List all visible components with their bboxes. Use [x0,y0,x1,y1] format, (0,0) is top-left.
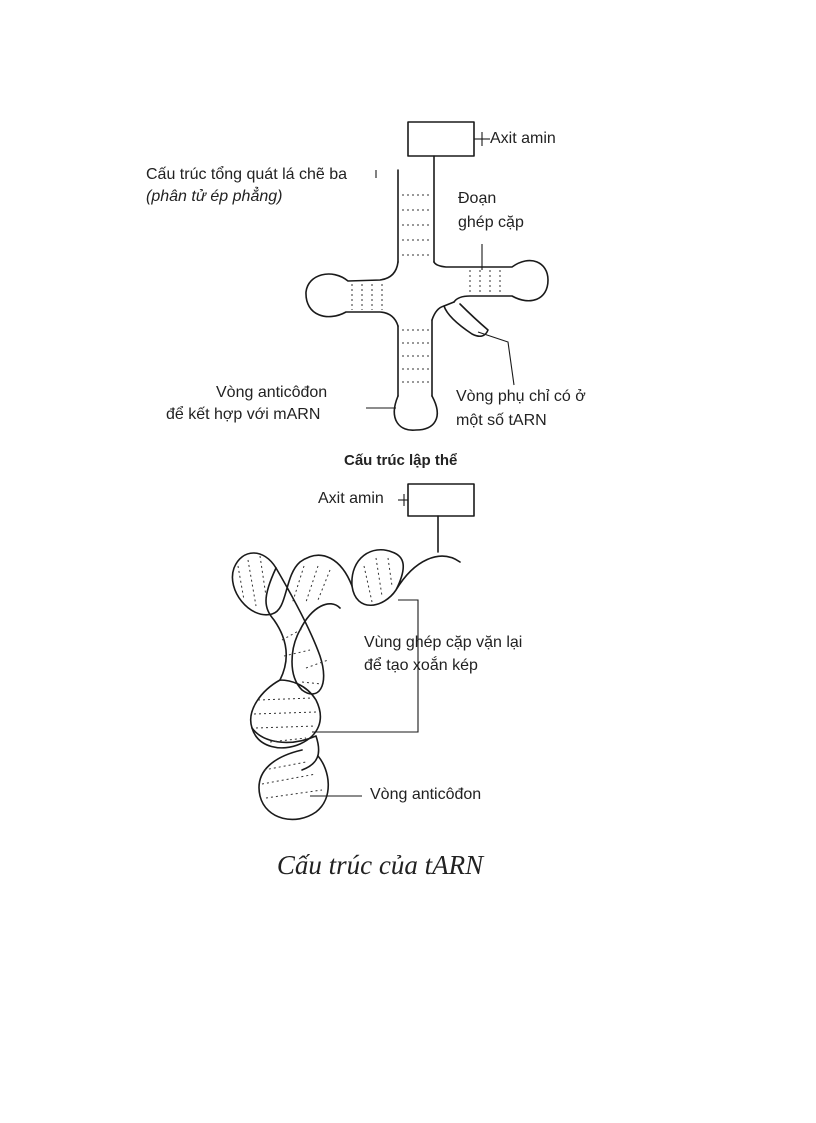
label-anticodon-loop-1: Vòng anticôđon [216,384,328,401]
label-anticodon-loop-3d: Vòng anticôđon [370,786,482,803]
label-extra-loop-2: một số tARN [456,412,547,429]
upper-left-strand-1 [232,553,352,694]
anticodon-stem-pairs [402,330,430,382]
amino-acid-box-3d [408,484,474,516]
label-amino-acid-3d: Axit amin [318,490,384,507]
label-general-structure: Cấu trúc tổng quát lá chẽ ba [146,166,348,183]
t-arm-pairs [470,270,500,294]
variable-loop [444,302,488,336]
acceptor-stem-pairs [402,195,432,255]
anticodon-loop-3d [259,750,328,819]
label-flattened-molecule: (phân tử ép phẳng) [146,188,283,205]
label-extra-loop-1: Vòng phụ chỉ có ở [456,388,586,405]
figure-caption: Cấu trúc của tARN [276,850,484,880]
label-paired-segment-1: Đoạn [458,190,497,207]
t-arm-outline [434,261,548,302]
anticodon-loop [394,396,437,430]
d-arm-pairs [352,284,382,310]
upper-left-strand-2 [266,568,286,680]
leader-extra-loop [478,332,514,385]
lower-strand-3d [252,728,319,770]
label-paired-segment-2: ghép cặp [458,214,524,231]
junction-right [432,306,444,320]
label-amino-acid-top: Axit amin [490,130,556,147]
acceptor-lobe-3d [352,550,460,605]
amino-acid-box-top [408,122,474,156]
label-paired-region-2: để tạo xoắn kép [364,657,478,674]
heading-3d-structure: Cấu trúc lập thể [344,452,458,469]
label-anticodon-loop-2: để kết hợp với mARN [166,406,321,423]
label-paired-region-1: Vùng ghép cặp vặn lại [364,634,523,651]
